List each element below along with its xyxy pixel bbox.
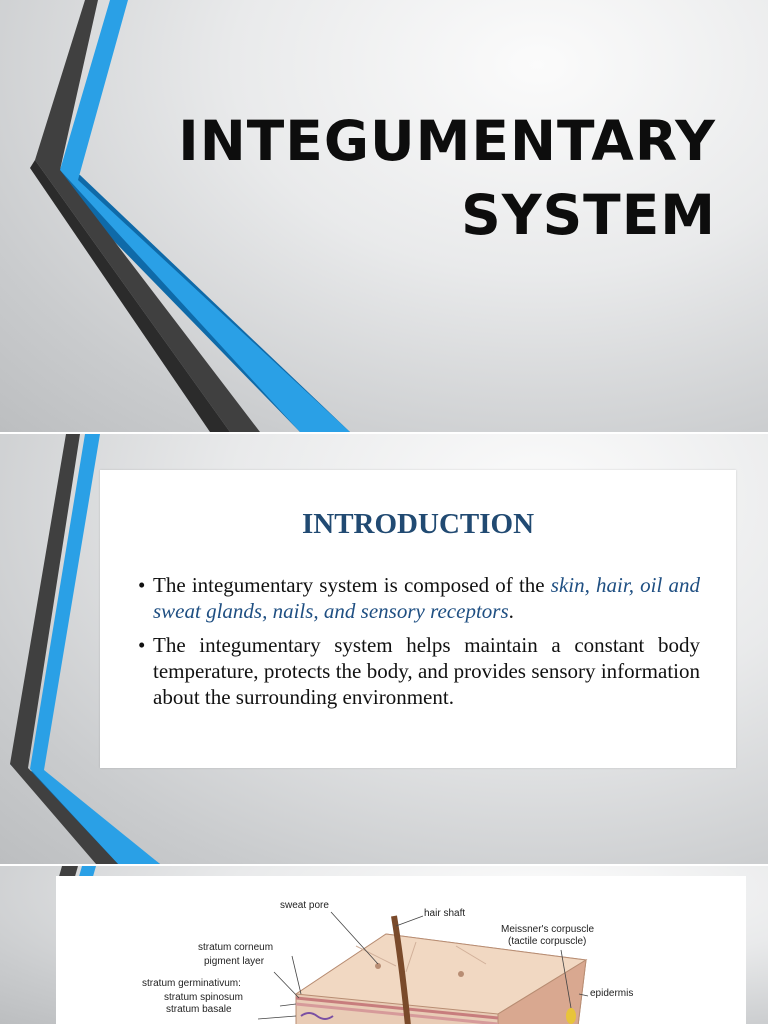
list-item	[138, 572, 700, 624]
bullet-text	[153, 572, 700, 624]
label-stratum-corneum: stratum corneum	[198, 942, 274, 953]
label-stratum-spinosum: stratum spinosum	[164, 992, 243, 1003]
bullet-dot: •	[138, 633, 146, 657]
list-item	[138, 632, 700, 710]
introduction-slide	[0, 434, 768, 864]
label-stratum-germinativum: stratum germinativum:	[142, 978, 241, 989]
bullet-dot: •	[138, 573, 146, 597]
bullet1-highlight: skin, hair, oil and sweat glands, nails, and sensory receptors	[153, 573, 700, 623]
label-stratum-basale: stratum basale	[166, 1004, 232, 1015]
label-sweat-pore: sweat pore	[280, 900, 329, 911]
slide-title	[178, 104, 716, 252]
title-line-2: SYSTEM	[461, 183, 716, 247]
label-tactile: (tactile corpuscle)	[508, 936, 587, 947]
label-hair-shaft: hair shaft	[424, 908, 466, 919]
intro-heading: INTRODUCTION	[301, 508, 535, 540]
title-line-1: INTEGUMENTARY	[178, 109, 716, 173]
label-pigment-layer: pigment layer	[204, 956, 265, 967]
bullet1-suffix: .	[508, 599, 514, 623]
bullet1-prefix: The integumentary system is composed of the	[153, 573, 551, 597]
bullet-list	[138, 572, 700, 718]
diagram-card	[56, 876, 746, 1024]
bullet-text: The integumentary system helps maintain a constant body temperature, protects the body, and provides sensory information about the surrounding environment.	[153, 633, 700, 709]
label-epidermis: epidermis	[590, 988, 634, 999]
skin-diagram-slide	[0, 866, 768, 1024]
meissner-mark	[566, 1008, 576, 1024]
label-meissner: Meissner's corpuscle	[501, 924, 595, 935]
skin-diagram	[56, 876, 746, 1024]
content-card	[100, 470, 736, 768]
title-slide	[0, 0, 768, 432]
